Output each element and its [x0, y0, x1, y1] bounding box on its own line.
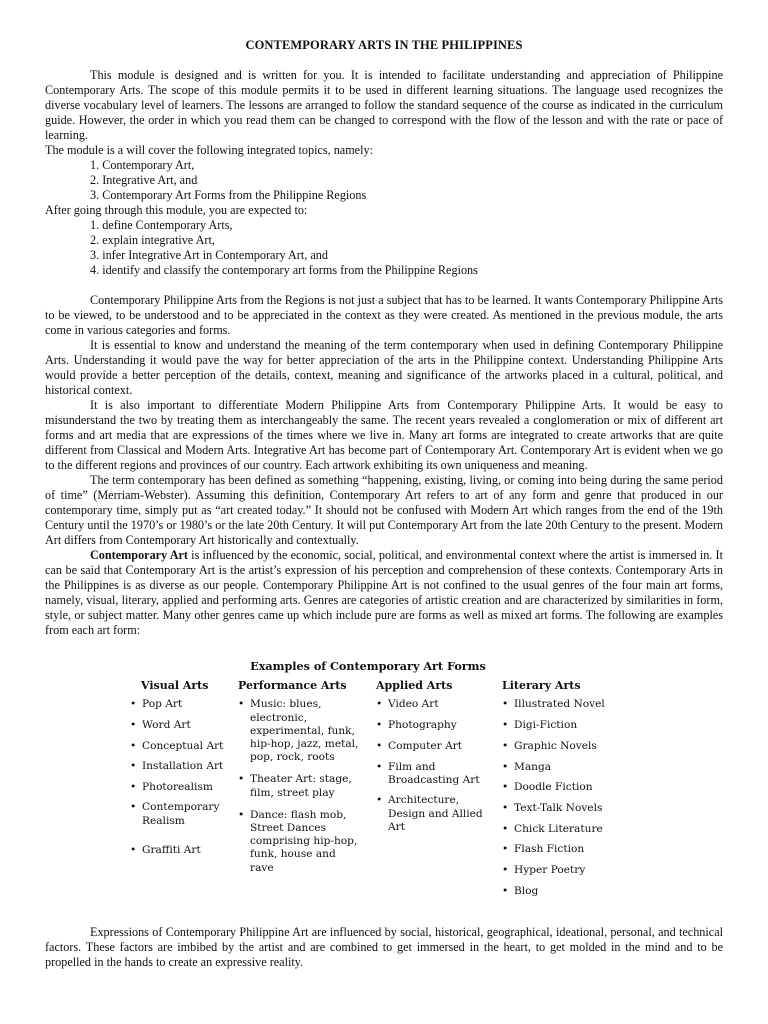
- list-item: • Pop Art: [130, 698, 235, 711]
- column-heading: Applied Arts: [376, 679, 453, 693]
- page-title: CONTEMPORARY ARTS IN THE PHILIPPINES: [245, 38, 523, 52]
- column-heading: Performance Arts: [238, 679, 347, 693]
- paragraph-definition: The term contemporary has been defined as something “happening, existing, living, or coming into being during the same period of time” (Merriam-Webster). Assuming this definition, Contemporary Art refers to art of any form and genre that produced in our contemporary time, simply put as “art created today.” It should not be confused with Modern Art which ranges from the end of the 19th Century until the 1970’s or 1980’s or the late 20th Century. It will put Contemporary Art from the late 20th Century to the present. Modern Art differs from Contemporary Art historically and contextually.: [45, 473, 723, 547]
- examples-title: Examples of Contemporary Art Forms: [250, 659, 486, 673]
- column-literary-arts: [502, 679, 632, 905]
- list-item: • Theater Art: stage, film, street play: [238, 773, 360, 799]
- list-item: • Music: blues, electronic, experimental, funk, hip-hop, jazz, metal, pop, rock, roots: [238, 698, 360, 764]
- list-item: • Text-Talk Novels: [502, 802, 632, 815]
- list-item: • Graphic Novels: [502, 740, 632, 753]
- list-item: 1. define Contemporary Arts,: [90, 218, 233, 232]
- list-item: • Conceptual Art: [130, 740, 235, 753]
- list-item: • Word Art: [130, 719, 235, 732]
- list-item: • Architecture, Design and Allied Art: [376, 794, 491, 834]
- column-visual-arts: [130, 679, 235, 864]
- list-item: 2. explain integrative Art,: [90, 233, 215, 247]
- list-item: • Photography: [376, 719, 491, 732]
- list-item: • Video Art: [376, 698, 491, 711]
- list-item: • Digi-Fiction: [502, 719, 632, 732]
- document-body: [45, 68, 723, 638]
- paragraph-modern-vs-contemporary: It is also important to differentiate Modern Philippine Arts from Contemporary Philippine Arts. It would be easy to misunderstand the two by treating them as interchangeably the same. The recent years revealed a conglomeration or mix of different art forms and art media that are expressions of the times where we live in. Many art forms are integrated to create artworks that are quite different from Classical and Modern Arts. Integrative Art has become part of Contemporary Art. Contemporary Art is evident when we go to the different regions and provinces of our country. Each artwork exhibiting its own uniqueness and meaning.: [45, 398, 723, 472]
- list-item: 2. Integrative Art, and: [90, 173, 198, 187]
- closing-paragraph: Expressions of Contemporary Philippine Art are influenced by social, historical, geographical, ideational, personal, and technical factors. These factors are imbibed by the artist and are combined to get immersed in the heart, to get molded in the mind and to be propelled in the hands to create an expressive reality.: [45, 925, 723, 970]
- list-item: • Hyper Poetry: [502, 864, 632, 877]
- list-item: • Chick Literature: [502, 823, 632, 836]
- list-item: • Dance: flash mob, Street Dances comprising hip-hop, funk, house and rave: [238, 809, 360, 875]
- list-item: • Contemporary Realism: [130, 801, 235, 827]
- examples-table: [128, 660, 628, 919]
- column-applied-arts: [376, 679, 491, 841]
- list-item: • Film and Broadcasting Art: [376, 761, 491, 787]
- column-list: [376, 698, 491, 834]
- list-item: 3. infer Integrative Art in Contemporary Art, and: [90, 248, 328, 262]
- column-performance-arts: [238, 679, 360, 884]
- list-item: • Manga: [502, 761, 632, 774]
- paragraph-regions: Contemporary Philippine Arts from the Regions is not just a subject that has to be learned. It wants Contemporary Philippine Arts to be viewed, to be understood and to be appreciated in the context as they were created. As mentioned in the previous module, the arts come in various categories and forms.: [45, 293, 723, 337]
- objectives-lead: After going through this module, you are expected to:: [45, 203, 308, 217]
- list-item: • Doodle Fiction: [502, 781, 632, 794]
- paragraph-text: is influenced by the economic, social, political, and environmental context where the artist is immersed in. It can be said that Contemporary Art is the artist’s expression of his perception and comprehension of these contexts. Contemporary Arts in the Philippines is as diverse as our people. Contemporary Philippine Art is not confined to the usual genres of the four main art forms, namely, visual, literary, applied and performing arts. Genres are categories of artistic creation and are characterized by similarities in form, style, or subject matter. Many other genres came up which include pure are forms as well as mixed art forms. The following are examples from each art form:: [45, 548, 723, 637]
- list-item: • Installation Art: [130, 760, 235, 773]
- topics-lead: The module is a will cover the following integrated topics, namely:: [45, 143, 373, 157]
- paragraph-influences: [45, 548, 723, 638]
- topics-list: [45, 158, 723, 203]
- objectives-list: [45, 218, 723, 278]
- list-item: 3. Contemporary Art Forms from the Philippine Regions: [90, 188, 367, 202]
- intro-paragraph: This module is designed and is written for you. It is intended to facilitate understanding and appreciation of Philippine Contemporary Arts. The scope of this module permits it to be used in different learning situations. The language used recognizes the diverse vocabulary level of learners. The lessons are arranged to follow the standard sequence of the course as indicated in the curriculum guide. However, the order in which you read them can be changed to correspond with the flow of the lesson and with the rate or pace of learning.: [45, 68, 723, 142]
- examples-columns: [128, 679, 628, 919]
- bold-term: Contemporary Art: [90, 548, 188, 562]
- list-item: 4. identify and classify the contemporary art forms from the Philippine Regions: [90, 263, 478, 277]
- column-list: [502, 698, 632, 898]
- column-list: [130, 698, 235, 857]
- list-item: • Blog: [502, 885, 632, 898]
- list-item: • Computer Art: [376, 740, 491, 753]
- list-item: • Photorealism: [130, 781, 235, 794]
- spacer: [45, 278, 723, 293]
- list-item: • Flash Fiction: [502, 843, 632, 856]
- column-heading: Literary Arts: [502, 679, 581, 693]
- paragraph-meaning: It is essential to know and understand the meaning of the term contemporary when used in defining Contemporary Philippine Arts. Understanding it would pave the way for better appreciation of the arts in the Philippine context. Understanding Philippine Arts would provide a better perception of the details, context, meaning and significance of the artworks placed in a cultural, political, and historical context.: [45, 338, 723, 397]
- column-heading: Visual Arts: [141, 679, 209, 693]
- column-list: [238, 698, 360, 874]
- list-item: • Illustrated Novel: [502, 698, 632, 711]
- list-item: • Graffiti Art: [130, 844, 235, 857]
- list-item: 1. Contemporary Art,: [90, 158, 195, 172]
